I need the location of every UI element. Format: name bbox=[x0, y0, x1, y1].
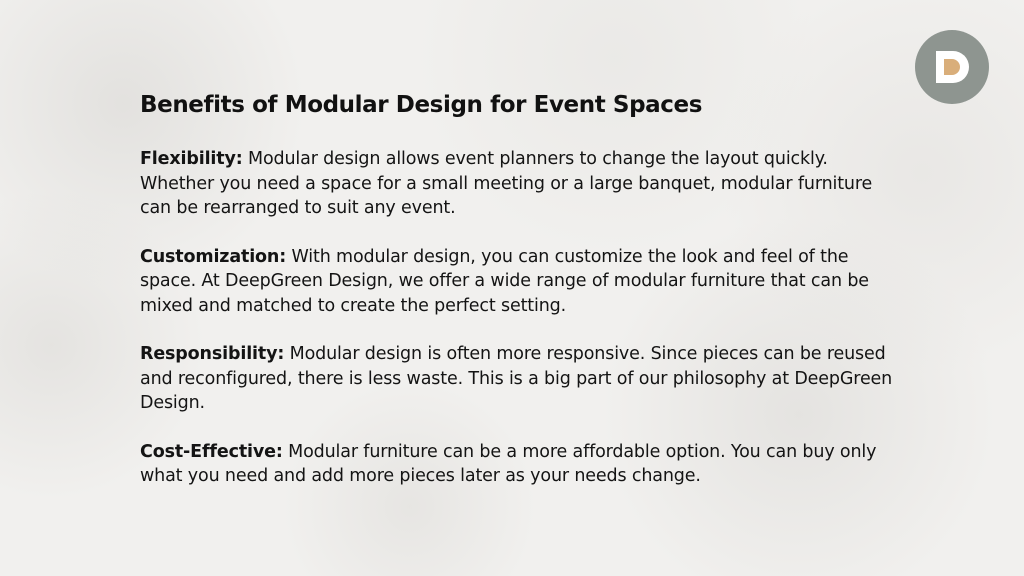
deepgreen-logo-icon bbox=[915, 30, 989, 104]
benefit-cost-effective bbox=[140, 440, 900, 489]
brand-logo bbox=[915, 30, 989, 104]
benefit-customization bbox=[140, 245, 900, 319]
benefit-label: Cost-Effective: bbox=[140, 441, 283, 462]
benefit-label: Flexibility: bbox=[140, 149, 243, 169]
benefit-text: With modular design, you can customize the look and feel of the space. At DeepGreen Design, we offer a wide range of modular furniture that can be mixed and matched to create the perfect setting. bbox=[140, 246, 869, 316]
benefit-label: Responsibility: bbox=[140, 344, 285, 364]
main-content bbox=[140, 88, 900, 489]
benefit-responsibility bbox=[140, 342, 900, 416]
benefit-label: Customization: bbox=[140, 246, 287, 267]
benefit-flexibility bbox=[140, 147, 900, 221]
benefit-text: Modular design is often more responsive. Since pieces can be reused and reconfigured, there is less waste. This is a big part of our philosophy at DeepGreen Design. bbox=[140, 344, 893, 413]
benefit-text: Modular design allows event planners to change the layout quickly. Whether you need a space for a small meeting or a large banquet, modular furniture can be rearranged to suit any event. bbox=[140, 149, 873, 218]
page-title: Benefits of Modular Design for Event Spaces bbox=[140, 92, 703, 118]
benefit-text: Modular furniture can be a more affordable option. You can buy only what you need and add more pieces later as your needs change. bbox=[140, 441, 877, 486]
